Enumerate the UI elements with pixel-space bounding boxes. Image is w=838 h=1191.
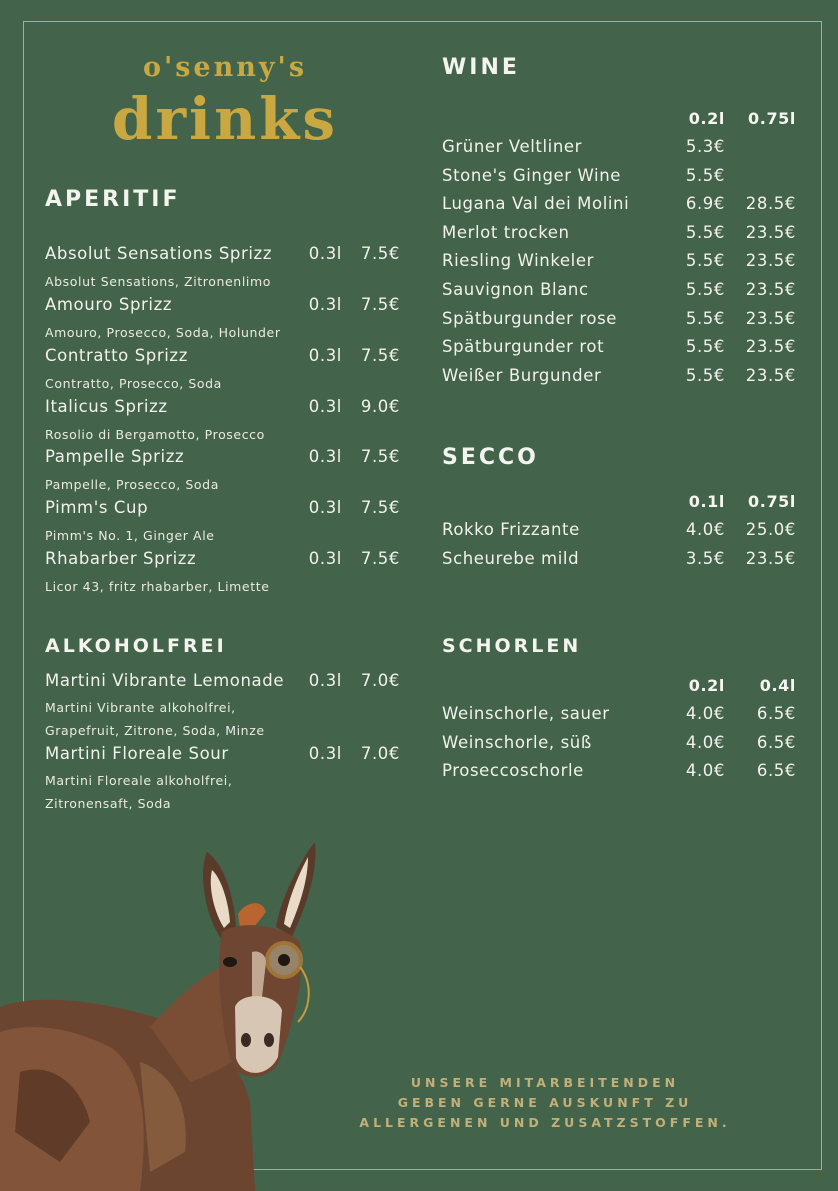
- price-large: 23.5€: [745, 366, 796, 385]
- item-description: Rosolio di Bergamotto, Prosecco: [45, 427, 265, 442]
- item-name: Italicus Sprizz: [45, 397, 168, 416]
- price-large: 6.5€: [756, 704, 796, 723]
- item-size: 0.3l: [308, 397, 342, 416]
- item-description: Pimm's No. 1, Ginger Ale: [45, 528, 215, 543]
- footer-note-line: GEBEN GERNE AUSKUNFT ZU: [397, 1095, 693, 1110]
- secco-title: SECCO: [442, 445, 539, 470]
- item-name: Riesling Winkeler: [442, 251, 594, 270]
- item-description: Martini Vibrante alkoholfrei,: [45, 700, 236, 715]
- price-small: 4.0€: [685, 704, 725, 723]
- price-large: 23.5€: [745, 309, 796, 328]
- item-description: Amouro, Prosecco, Soda, Holunder: [45, 325, 281, 340]
- footer-note-line: UNSERE MITARBEITENDEN: [410, 1075, 680, 1090]
- secco-col-small: 0.1l: [688, 492, 725, 511]
- schorlen-col-large: 0.4l: [759, 676, 796, 695]
- price-large: 28.5€: [745, 194, 796, 213]
- item-name: Absolut Sensations Sprizz: [45, 244, 273, 263]
- item-name: Weinschorle, süß: [442, 733, 592, 752]
- item-name: Merlot trocken: [442, 223, 570, 242]
- item-name: Amouro Sprizz: [45, 295, 173, 314]
- item-description: Grapefruit, Zitrone, Soda, Minze: [45, 723, 265, 738]
- item-price: 7.0€: [360, 671, 400, 690]
- item-name: Weinschorle, sauer: [442, 704, 610, 723]
- price-large: 23.5€: [745, 337, 796, 356]
- item-size: 0.3l: [308, 498, 342, 517]
- wine-title: WINE: [442, 55, 520, 80]
- item-size: 0.3l: [308, 744, 342, 763]
- item-name: Rokko Frizzante: [442, 520, 580, 539]
- price-small: 5.5€: [685, 366, 725, 385]
- price-small: 4.0€: [685, 520, 725, 539]
- item-name: Martini Vibrante Lemonade: [45, 671, 285, 690]
- schorlen-col-small: 0.2l: [688, 676, 725, 695]
- item-price: 7.5€: [360, 295, 400, 314]
- item-size: 0.3l: [308, 549, 342, 568]
- item-name: Spätburgunder rot: [442, 337, 605, 356]
- price-small: 5.5€: [685, 251, 725, 270]
- price-large: 23.5€: [745, 549, 796, 568]
- item-name: Stone's Ginger Wine: [442, 166, 622, 185]
- item-description: Contratto, Prosecco, Soda: [45, 376, 222, 391]
- price-large: 23.5€: [745, 223, 796, 242]
- item-description: Absolut Sensations, Zitronenlimo: [45, 274, 271, 289]
- brand-name: o'senny's: [142, 52, 308, 83]
- item-description: Pampelle, Prosecco, Soda: [45, 477, 219, 492]
- price-large: 23.5€: [745, 251, 796, 270]
- item-name: Pimm's Cup: [45, 498, 149, 517]
- item-price: 7.5€: [360, 447, 400, 466]
- item-size: 0.3l: [308, 671, 342, 690]
- item-description: Licor 43, fritz rhabarber, Limette: [45, 579, 270, 594]
- schorlen-title: SCHORLEN: [442, 635, 582, 657]
- item-price: 9.0€: [360, 397, 400, 416]
- item-size: 0.3l: [308, 244, 342, 263]
- item-description: Martini Floreale alkoholfrei,: [45, 773, 233, 788]
- price-large: 25.0€: [745, 520, 796, 539]
- item-price: 7.5€: [360, 549, 400, 568]
- item-price: 7.0€: [360, 744, 400, 763]
- price-small: 5.5€: [685, 223, 725, 242]
- brand-title: drinks: [111, 85, 339, 153]
- item-name: Lugana Val dei Molini: [442, 194, 630, 213]
- price-small: 5.5€: [685, 309, 725, 328]
- item-size: 0.3l: [308, 447, 342, 466]
- item-name: Spätburgunder rose: [442, 309, 618, 328]
- item-size: 0.3l: [308, 346, 342, 365]
- item-size: 0.3l: [308, 295, 342, 314]
- wine-col-large: 0.75l: [748, 109, 796, 128]
- price-small: 5.5€: [685, 337, 725, 356]
- price-large: 23.5€: [745, 280, 796, 299]
- alkoholfrei-title: ALKOHOLFREI: [45, 635, 227, 657]
- price-small: 4.0€: [685, 761, 725, 780]
- price-small: 4.0€: [685, 733, 725, 752]
- aperitif-title: APERITIF: [45, 187, 181, 212]
- item-name: Grüner Veltliner: [442, 137, 583, 156]
- item-description: Zitronensaft, Soda: [45, 796, 172, 811]
- price-small: 6.9€: [685, 194, 725, 213]
- item-name: Sauvignon Blanc: [442, 280, 589, 299]
- item-name: Contratto Sprizz: [45, 346, 188, 365]
- item-name: Pampelle Sprizz: [45, 447, 185, 466]
- wine-col-small: 0.2l: [688, 109, 725, 128]
- item-name: Proseccoschorle: [442, 761, 584, 780]
- price-large: 6.5€: [756, 761, 796, 780]
- footer-note-line: ALLERGENEN UND ZUSATZSTOFFEN.: [359, 1115, 731, 1130]
- secco-col-large: 0.75l: [748, 492, 796, 511]
- item-name: Martini Floreale Sour: [45, 744, 229, 763]
- item-name: Rhabarber Sprizz: [45, 549, 197, 568]
- price-small: 5.5€: [685, 166, 725, 185]
- price-small: 5.3€: [685, 137, 725, 156]
- donkey-illustration: [0, 832, 340, 1191]
- price-small: 5.5€: [685, 280, 725, 299]
- item-price: 7.5€: [360, 244, 400, 263]
- item-name: Weißer Burgunder: [442, 366, 602, 385]
- item-price: 7.5€: [360, 498, 400, 517]
- price-small: 3.5€: [685, 549, 725, 568]
- item-price: 7.5€: [360, 346, 400, 365]
- item-name: Scheurebe mild: [442, 549, 580, 568]
- price-large: 6.5€: [756, 733, 796, 752]
